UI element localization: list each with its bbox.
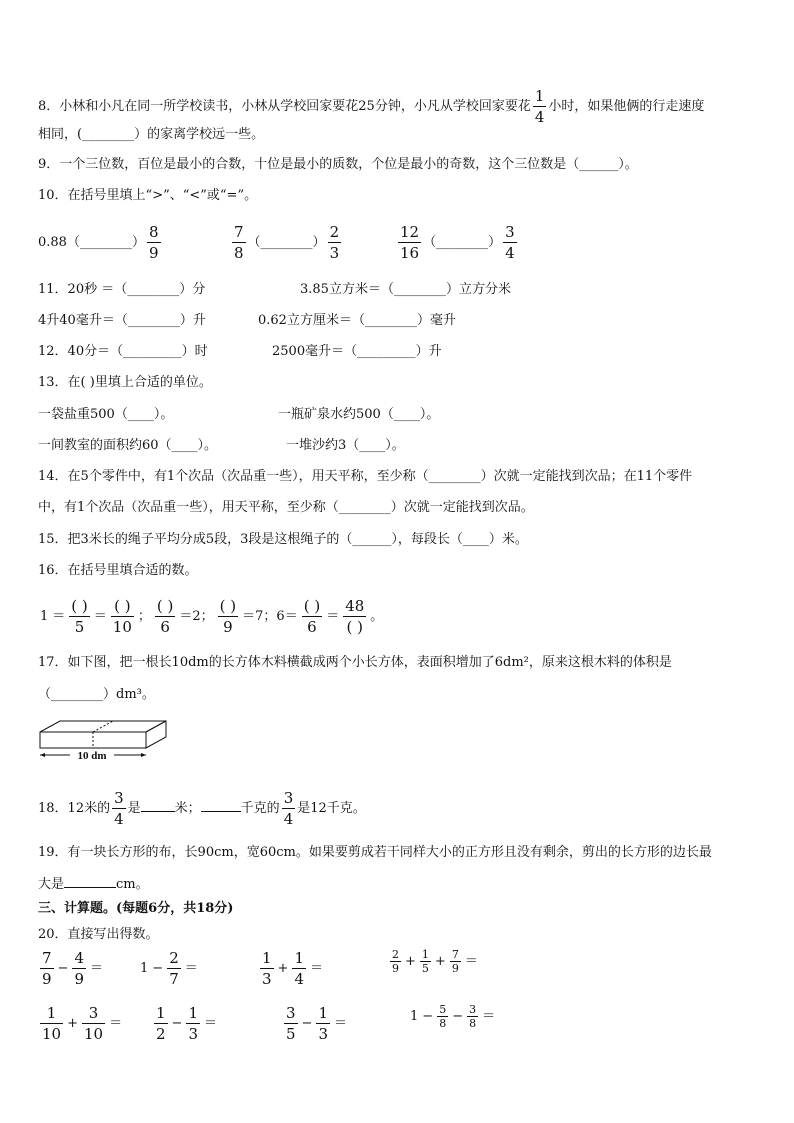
q16-equation: 1 ＝ $\frac{( )}{5}$ ＝ $\frac{( )}{10}$ ； $\frac{( )}{6}$ ＝2； $\frac{( )}{9}$ ＝7；6＝ $\frac{( )}{6}$ ＝ $\frac{48}{( )}$ 。 xyxy=(40,597,384,636)
q8-fraction: $\frac{1}{4}$ xyxy=(534,87,545,126)
fraction xyxy=(316,1003,330,1044)
q16-title: 16．在括号里填合适的数。 xyxy=(38,563,198,578)
fraction: $\frac{8}{9}$ xyxy=(148,223,159,262)
answer-blank[interactable] xyxy=(201,797,241,812)
fraction: $\frac{48}{( )}$ xyxy=(345,597,365,636)
answer-blank[interactable]: （________） xyxy=(66,234,145,250)
denominator: 5 xyxy=(421,962,429,975)
fraction: $\frac{3}{4}$ xyxy=(505,223,515,262)
equals-sign: ＝ xyxy=(109,1015,123,1031)
denominator: 3 xyxy=(262,970,272,988)
q19-line1: 19．有一块长方形的布，长90cm，宽60cm。如果要剪成若干同样大小的正方形且没有剩余，剪出的长方形的边长最 xyxy=(38,845,712,860)
answer-blank[interactable]: （________） xyxy=(423,234,502,250)
fraction xyxy=(154,1003,168,1044)
fraction xyxy=(72,948,86,989)
q19-line2: 大是 cm。 xyxy=(38,873,149,895)
fraction: $\frac{( )}{9}$ xyxy=(219,597,237,636)
answer-blank[interactable] xyxy=(141,797,175,812)
q11-d: 0.62立方厘米＝（________）毫升 xyxy=(258,313,456,328)
numerator: 3 xyxy=(82,1003,105,1024)
numerator: 2 xyxy=(392,948,399,961)
answer-blank[interactable]: ( ) xyxy=(156,597,174,615)
expression xyxy=(388,948,480,975)
answer-blank[interactable] xyxy=(64,873,116,888)
fraction xyxy=(292,948,306,989)
denominator: 8 xyxy=(439,1017,447,1030)
q17-line2: （________）dm³。 xyxy=(38,687,155,702)
q14-line1: 14．在5个零件中，有1个次品（次品重一些），用天平称，至少称（________）次就一定能找到次品；在11个零件 xyxy=(38,469,693,484)
fraction xyxy=(467,1003,478,1030)
fraction: $\frac{( )}{6}$ xyxy=(303,597,321,636)
fraction: $\frac{3}{4}$ xyxy=(114,789,124,828)
fraction xyxy=(260,948,274,989)
operator: + xyxy=(434,953,446,969)
denominator: 4 xyxy=(294,970,304,988)
q13-title: 13．在( )里填上合适的单位。 xyxy=(38,375,212,390)
numerator: 2 xyxy=(169,949,179,967)
expression-integer: 1 xyxy=(140,960,149,976)
operator: − xyxy=(452,1008,464,1024)
q14-line2: 中，有1个次品（次品重一些），用天平称，至少称（________）次就一定能找到次品。 xyxy=(38,500,534,515)
numerator: 7 xyxy=(42,949,52,967)
fraction xyxy=(284,1003,298,1044)
expression xyxy=(152,1003,219,1044)
denominator: 9 xyxy=(74,970,84,988)
operator: − xyxy=(301,1015,313,1031)
answer-blank[interactable]: ( ) xyxy=(346,618,363,636)
numerator: 1 xyxy=(294,949,304,967)
operator: + xyxy=(67,1015,78,1031)
numerator: 1 xyxy=(421,948,429,961)
denominator: 10 xyxy=(84,1025,104,1043)
fraction xyxy=(437,1003,448,1030)
denominator: 7 xyxy=(169,970,179,988)
denominator: 10 xyxy=(42,1025,62,1043)
numerator: 3 xyxy=(469,1003,477,1016)
fraction: $\frac{( )}{10}$ xyxy=(112,597,132,636)
q8-line2: 相同，(________）的家离学校远一些。 xyxy=(38,127,265,142)
q9-question: 9．一个三位数，百位是最小的合数，十位是最小的质数，个位是最小的奇数，这个三位数是（______）。 xyxy=(38,157,638,172)
numerator: 1 xyxy=(188,1004,198,1022)
q11-c: 4升40毫升＝（________）升 xyxy=(38,313,206,328)
expression xyxy=(38,1003,124,1044)
numerator: 1 xyxy=(262,949,272,967)
denominator: 3 xyxy=(318,1025,328,1043)
operator: − xyxy=(57,960,69,976)
numerator: 1 xyxy=(156,1004,166,1022)
fraction: $\frac{7}{8}$ xyxy=(234,223,244,262)
denominator: 2 xyxy=(156,1025,166,1043)
fraction xyxy=(390,948,401,975)
numerator: 1 xyxy=(40,1003,63,1024)
numerator: 4 xyxy=(74,949,84,967)
equals-sign: ＝ xyxy=(204,1015,218,1031)
fraction xyxy=(40,948,54,989)
section-heading: 三、计算题。(每题6分，共18分) xyxy=(38,901,234,916)
fraction: $\frac{( )}{5}$ xyxy=(71,597,88,636)
denominator: 3 xyxy=(188,1025,198,1043)
expression xyxy=(138,948,200,989)
q12-a: 12．40分＝（_________）时 xyxy=(38,344,208,359)
numerator: 7 xyxy=(451,948,459,961)
operator: + xyxy=(277,960,289,976)
equals-sign: ＝ xyxy=(310,960,324,976)
denominator: 5 xyxy=(286,1025,296,1043)
q11-b: 3.85立方米＝（________）立方分米 xyxy=(300,282,511,297)
q17-line1: 17．如下图，把一根长10dm的长方体木料横截成两个小长方体，表面积增加了6dm²，原来这根木料的体积是 xyxy=(38,655,672,670)
numerator: 5 xyxy=(439,1003,447,1016)
fraction xyxy=(450,948,461,975)
expression xyxy=(258,948,325,989)
denominator: 8 xyxy=(469,1017,477,1030)
q10-item-3 xyxy=(396,222,519,263)
fraction: $\frac{12}{16}$ xyxy=(400,223,420,262)
q12-b: 2500毫升＝（_________）升 xyxy=(272,344,442,359)
q8-text-b: 小时，如果他俩的行走速度 xyxy=(548,99,705,114)
fraction xyxy=(420,948,431,975)
q15-question: 15．把3米长的绳子平均分成5段，3段是这根绳子的（______），每段长（____）米。 xyxy=(38,532,528,547)
fraction: $\frac{( )}{6}$ xyxy=(156,597,174,636)
q10-title: 10．在括号里填上“>”、“<”或“=”。 xyxy=(38,188,258,203)
equals-sign: ＝ xyxy=(334,1015,348,1031)
q13-b: 一瓶矿泉水约500（____）。 xyxy=(278,407,440,422)
equals-sign: ＝ xyxy=(482,1008,496,1024)
fraction xyxy=(82,1003,105,1044)
q8-text-a: 8．小林和小凡在同一所学校读书，小林从学校回家要花25分钟，小凡从学校回家要花 xyxy=(38,99,531,114)
answer-blank[interactable]: ( ) xyxy=(71,597,88,615)
answer-blank[interactable]: ( ) xyxy=(111,596,134,617)
q11-a: 11．20秒 ＝（________）分 xyxy=(38,282,206,297)
fraction: $\frac{3}{4}$ xyxy=(283,789,294,828)
q18-question: 18．12米的 $\frac{3}{4}$ 是 米； 千克的 $\frac{3}{4}$ 是12千克。 xyxy=(38,789,366,828)
q8-line1 xyxy=(38,86,704,127)
q13-d: 一堆沙约3（____）。 xyxy=(286,438,405,453)
fraction xyxy=(167,948,181,989)
expression xyxy=(38,948,105,989)
operator: + xyxy=(405,953,416,969)
cuboid-figure xyxy=(36,718,170,766)
equals-sign: ＝ xyxy=(184,960,198,976)
q10-item-1: 0.88（________） $\frac{8}{9}$ xyxy=(38,223,159,262)
denominator: 9 xyxy=(42,970,52,988)
fraction xyxy=(40,1003,63,1044)
equals-sign: ＝ xyxy=(90,960,104,976)
answer-blank[interactable]: ( ) xyxy=(303,597,321,615)
operator: − xyxy=(171,1015,183,1031)
denominator: 9 xyxy=(392,962,399,975)
answer-blank[interactable]: （________） xyxy=(247,234,326,250)
figure-length-label: 10 dm xyxy=(77,750,107,762)
operator: − xyxy=(422,1008,434,1024)
q20-title: 20．直接写出得数。 xyxy=(38,927,159,942)
denominator: 9 xyxy=(451,962,459,975)
numerator: 1 xyxy=(318,1004,328,1022)
expression xyxy=(408,1003,497,1030)
numerator: 3 xyxy=(286,1004,296,1022)
operator: − xyxy=(152,960,164,976)
answer-blank[interactable]: ( ) xyxy=(219,597,237,615)
fraction xyxy=(186,1003,200,1044)
q10-item-2 xyxy=(230,222,343,263)
fraction: $\frac{2}{3}$ xyxy=(329,223,340,262)
equals-sign: ＝ xyxy=(464,953,478,969)
q13-a: 一袋盐重500（____）。 xyxy=(38,407,174,422)
expression xyxy=(282,1003,349,1044)
expression-integer: 1 xyxy=(410,1008,419,1024)
q13-c: 一间教室的面积约60（____）。 xyxy=(38,438,218,453)
